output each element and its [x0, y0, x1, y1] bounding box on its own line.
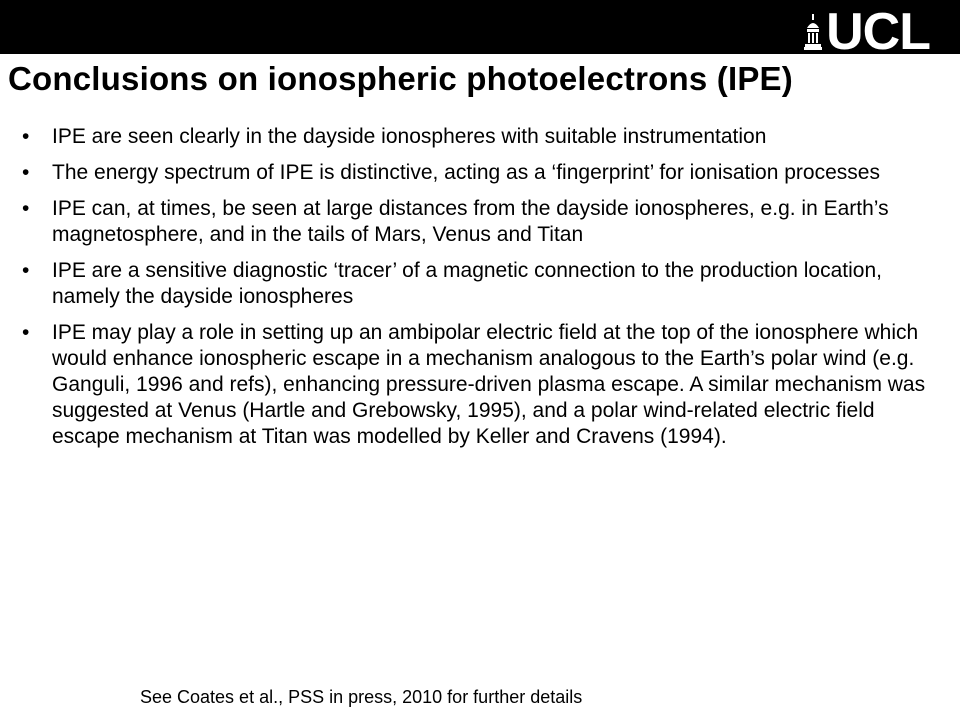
ucl-logo-text: UCL — [826, 3, 930, 61]
bullet-text: IPE can, at times, be seen at large distances from the dayside ionospheres, e.g. in Earth’s magnetosphere, and in the tails of Mars, Venus and Titan — [52, 197, 889, 246]
slide-title: Conclusions on ionospheric photoelectrons (IPE) — [8, 60, 793, 97]
bullet-marker: • — [22, 197, 30, 220]
header-bar — [0, 0, 960, 61]
ucl-logo — [804, 3, 930, 61]
bullet-item-1 — [0, 124, 940, 150]
bullet-text: IPE are a sensitive diagnostic ‘tracer’ of a magnetic connection to the production location, namely the dayside ionospheres — [52, 259, 882, 308]
ucl-dome-icon — [804, 14, 822, 54]
bullet-text: The energy spectrum of IPE is distinctive, acting as a ‘fingerprint’ for ionisation processes — [52, 161, 880, 184]
bullet-item-4 — [0, 258, 940, 310]
bullet-marker: • — [22, 161, 30, 184]
bullet-marker: • — [22, 321, 30, 344]
bullet-item-2 — [0, 160, 940, 186]
bullet-marker: • — [22, 259, 30, 282]
footnote: See Coates et al., PSS in press, 2010 for further details — [140, 687, 583, 707]
bullet-item-5 — [0, 320, 940, 450]
bullet-marker: • — [22, 125, 30, 148]
bullet-list — [0, 124, 940, 460]
bullet-item-3 — [0, 196, 940, 248]
bullet-text: IPE are seen clearly in the dayside ionospheres with suitable instrumentation — [52, 125, 767, 148]
bullet-text: IPE may play a role in setting up an ambipolar electric field at the top of the ionosphere which would enhance ionospheric escape in a mechanism analogous to the Earth’s polar wind (e.g. Ganguli, 1996 and refs), enhancing pressure-driven plasma escape. A similar mechanism was suggested at Venus (Hartle and Grebowsky, 1995), and a polar wind-related electric field escape mechanism at Titan was modelled by Keller and Cravens (1994). — [52, 321, 926, 448]
